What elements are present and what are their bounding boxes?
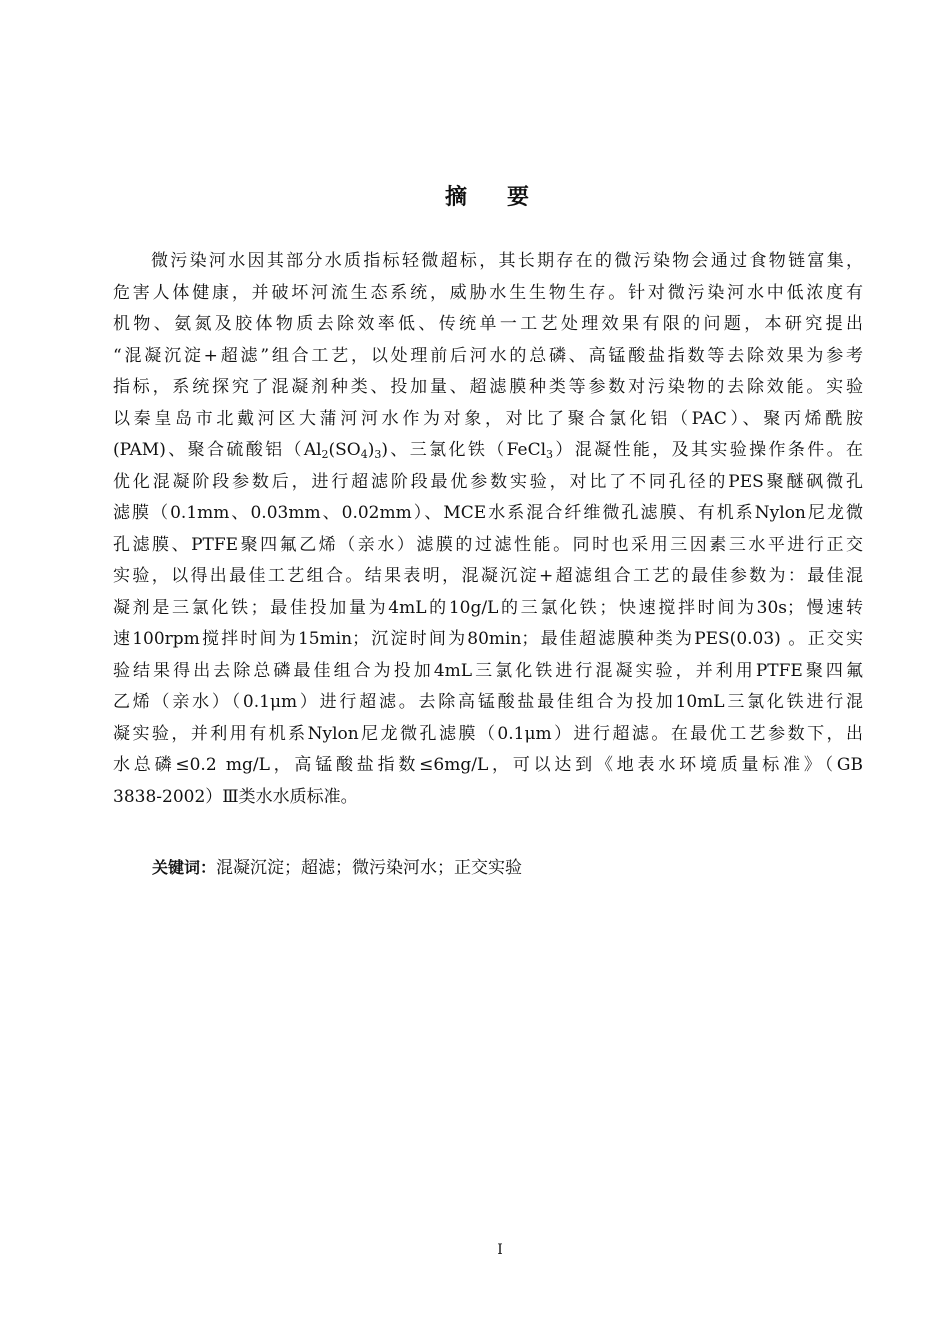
abstract-line: 速100rpm搅拌时间为15min；沉淀时间为80min；最佳超滤膜种类为PES(0.03) 。正交实 (113, 629, 863, 649)
text-run: )、三氯化铁（FeCl (381, 440, 547, 460)
abstract-line: 乙烯（亲水）（0.1μm）进行超滤。去除高锰酸盐最佳组合为投加10mL三氯化铁进行混 (113, 692, 863, 712)
abstract-line: 微污染河水因其部分水质指标轻微超标，其长期存在的微污染物会通过食物链富集， (151, 251, 863, 271)
abstract-line: 孔滤膜、PTFE聚四氟乙烯（亲水）滤膜的过滤性能。同时也采用三因素三水平进行正交 (113, 534, 863, 555)
abstract-line-chemicals (113, 435, 863, 467)
abstract-line: 危害人体健康，并破坏河流生态系统，威胁水生生物生存。针对微污染河水中低浓度有 (113, 282, 863, 303)
abstract-line: 凝实验，并利用有机系Nylon尼龙微孔滤膜（0.1μm）进行超滤。在最优工艺参数下，出 (113, 723, 863, 744)
abstract-line: 机物、氨氮及胶体物质去除效率低、传统单一工艺处理效果有限的问题，本研究提出 (113, 314, 863, 334)
abstract-line: 优化混凝阶段参数后，进行超滤阶段最优参数实验，对比了不同孔径的PES聚醚砜微孔 (113, 471, 863, 492)
keywords (152, 852, 522, 884)
text-run: (SO (328, 440, 361, 460)
subscript: 4 (360, 448, 368, 461)
abstract-line: 水总磷≤0.2 mg/L，高锰酸盐指数≤6mg/L，可以达到《地表水环境质量标准》（GB (113, 755, 863, 775)
subscript: 3 (546, 448, 554, 461)
abstract-line: 验结果得出去除总磷最佳组合为投加4mL三氯化铁进行混凝实验，并利用PTFE聚四氟 (113, 660, 863, 681)
abstract-line: 3838-2002）Ⅲ类水水质标准。 (113, 786, 358, 807)
abstract-line: 以秦皇岛市北戴河区大蒲河河水作为对象，对比了聚合氯化铝（PAC）、聚丙烯酰胺 (113, 408, 863, 429)
page-number: I (497, 1242, 503, 1258)
title-char-1: 摘 (444, 185, 467, 210)
subscript: 3 (374, 448, 382, 461)
abstract-line: 滤膜（0.1mm、0.03mm、0.02mm）、MCE水系混合纤维微孔滤膜、有机系Nylon尼龙微 (113, 503, 863, 523)
keywords-text: 混凝沉淀；超滤；微污染河水；正交实验 (216, 858, 523, 878)
abstract-line: “混凝沉淀+超滤”组合工艺，以处理前后河水的总磷、高锰酸盐指数等去除效果为参考 (113, 345, 863, 366)
page-title (0, 180, 950, 211)
subscript: 2 (321, 448, 329, 461)
title-char-2: 要 (507, 185, 530, 210)
abstract-body (113, 246, 863, 813)
text-run: (PAM)、聚合硫酸铝（Al (113, 440, 322, 460)
abstract-line: 凝剂是三氯化铁；最佳投加量为4mL的10g/L的三氯化铁；快速搅拌时间为30s；慢速转 (113, 597, 863, 618)
abstract-line: 实验，以得出最佳工艺组合。结果表明，混凝沉淀+超滤组合工艺的最佳参数为：最佳混 (113, 566, 863, 586)
abstract-line: 指标，系统探究了混凝剂种类、投加量、超滤膜种类等参数对污染物的去除效能。实验 (113, 377, 863, 397)
text-run: ）混凝性能，及其实验操作条件。在 (553, 440, 863, 460)
text-run: ) (367, 440, 375, 460)
keywords-label: 关键词： (152, 858, 217, 877)
